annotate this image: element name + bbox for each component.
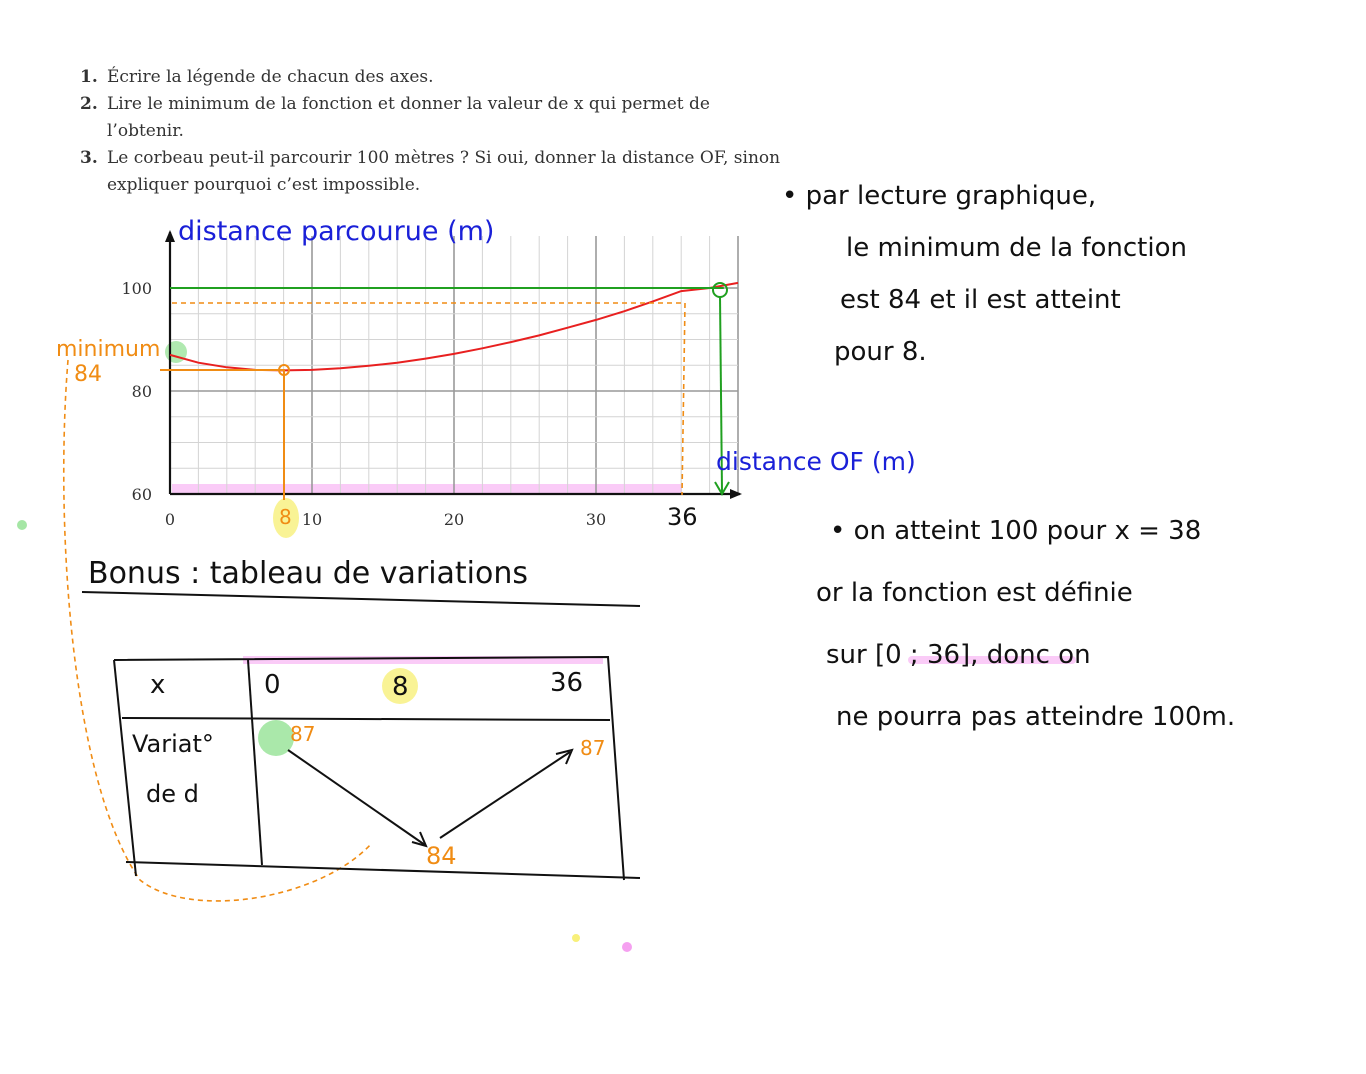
dashed-arrow-to-table [64,360,372,901]
minimum-word: minimum [56,337,161,362]
pink-dot [622,942,632,952]
minimum-value: 84 [74,362,102,387]
table-x-value-8: 8 [392,672,409,702]
table-x-value-0: 0 [264,670,281,700]
table-x-value-36: 36 [550,668,584,698]
question-text: Le corbeau peut-il parcourir 100 mètres ? Si oui, donner la distance OF, sinon expliquer pourquoi c’est impossible. [107,148,781,195]
x-extra-tick: 36 [667,503,698,531]
note-line: sur [0 ; 36], donc on [826,640,1091,670]
x-tick-label: 10 [301,510,323,529]
pink-highlight-axis [172,484,682,494]
green-highlight-start [165,341,187,363]
orange-reading-lines [64,303,685,901]
x-tick-label: 20 [443,510,465,529]
y-tick-label: 100 [121,279,152,298]
table-row2-label-1: Variat° [132,730,214,758]
note-line: or la fonction est définie [816,578,1133,608]
y-tick-label: 80 [131,382,152,401]
y-axis-label: distance parcourue (m) [178,216,495,247]
table-x-label: x [150,670,166,700]
bonus-underline [82,592,640,606]
note-line: est 84 et il est atteint [840,285,1121,315]
y-axis-arrow [165,230,175,242]
intersection-marker [713,283,727,297]
table-left-border [114,660,136,876]
table-column-divider [248,660,262,865]
question-text: Lire le minimum de la fonction et donner la valeur de x qui permet de l’obtenir. [107,94,710,141]
x-axis-arrow [730,489,742,499]
question-number: 1. [80,67,98,87]
table-row-divider [122,718,610,720]
table-end-value: 87 [580,736,606,760]
y-tick-label: 60 [131,485,152,504]
increase-arrow [440,752,570,838]
right-note-1 [782,170,1187,378]
note-line: • on atteint 100 pour x = 38 [830,516,1202,546]
table-start-value: 87 [290,722,316,746]
right-note-2 [816,500,1236,748]
x-tick-label: 30 [585,510,607,529]
question-text: Écrire la légende de chacun des axes. [107,67,434,87]
green-dot [17,520,27,530]
x-axis-label: distance OF (m) [716,447,916,476]
question-number: 3. [80,148,98,168]
min-reading-line [160,370,284,500]
table-row2-label-2: de d [146,780,199,808]
question-number: 2. [80,94,98,114]
x-tick-label: 0 [164,510,176,529]
note-line: • par lecture graphique, [782,181,1097,211]
note-line: pour 8. [834,337,927,367]
chart-grid [170,236,738,494]
note-line: ne pourra pas atteindre 100m. [836,702,1236,732]
bonus-title: Bonus : tableau de variations [88,556,529,591]
note-line: le minimum de la fonction [846,233,1187,263]
decrease-arrow [288,750,425,845]
dashed-reading-line [172,303,685,495]
yellow-dot [572,934,580,942]
table-min-value: 84 [426,842,457,870]
x-min-value: 8 [279,505,292,529]
table-bottom-border [126,862,640,878]
